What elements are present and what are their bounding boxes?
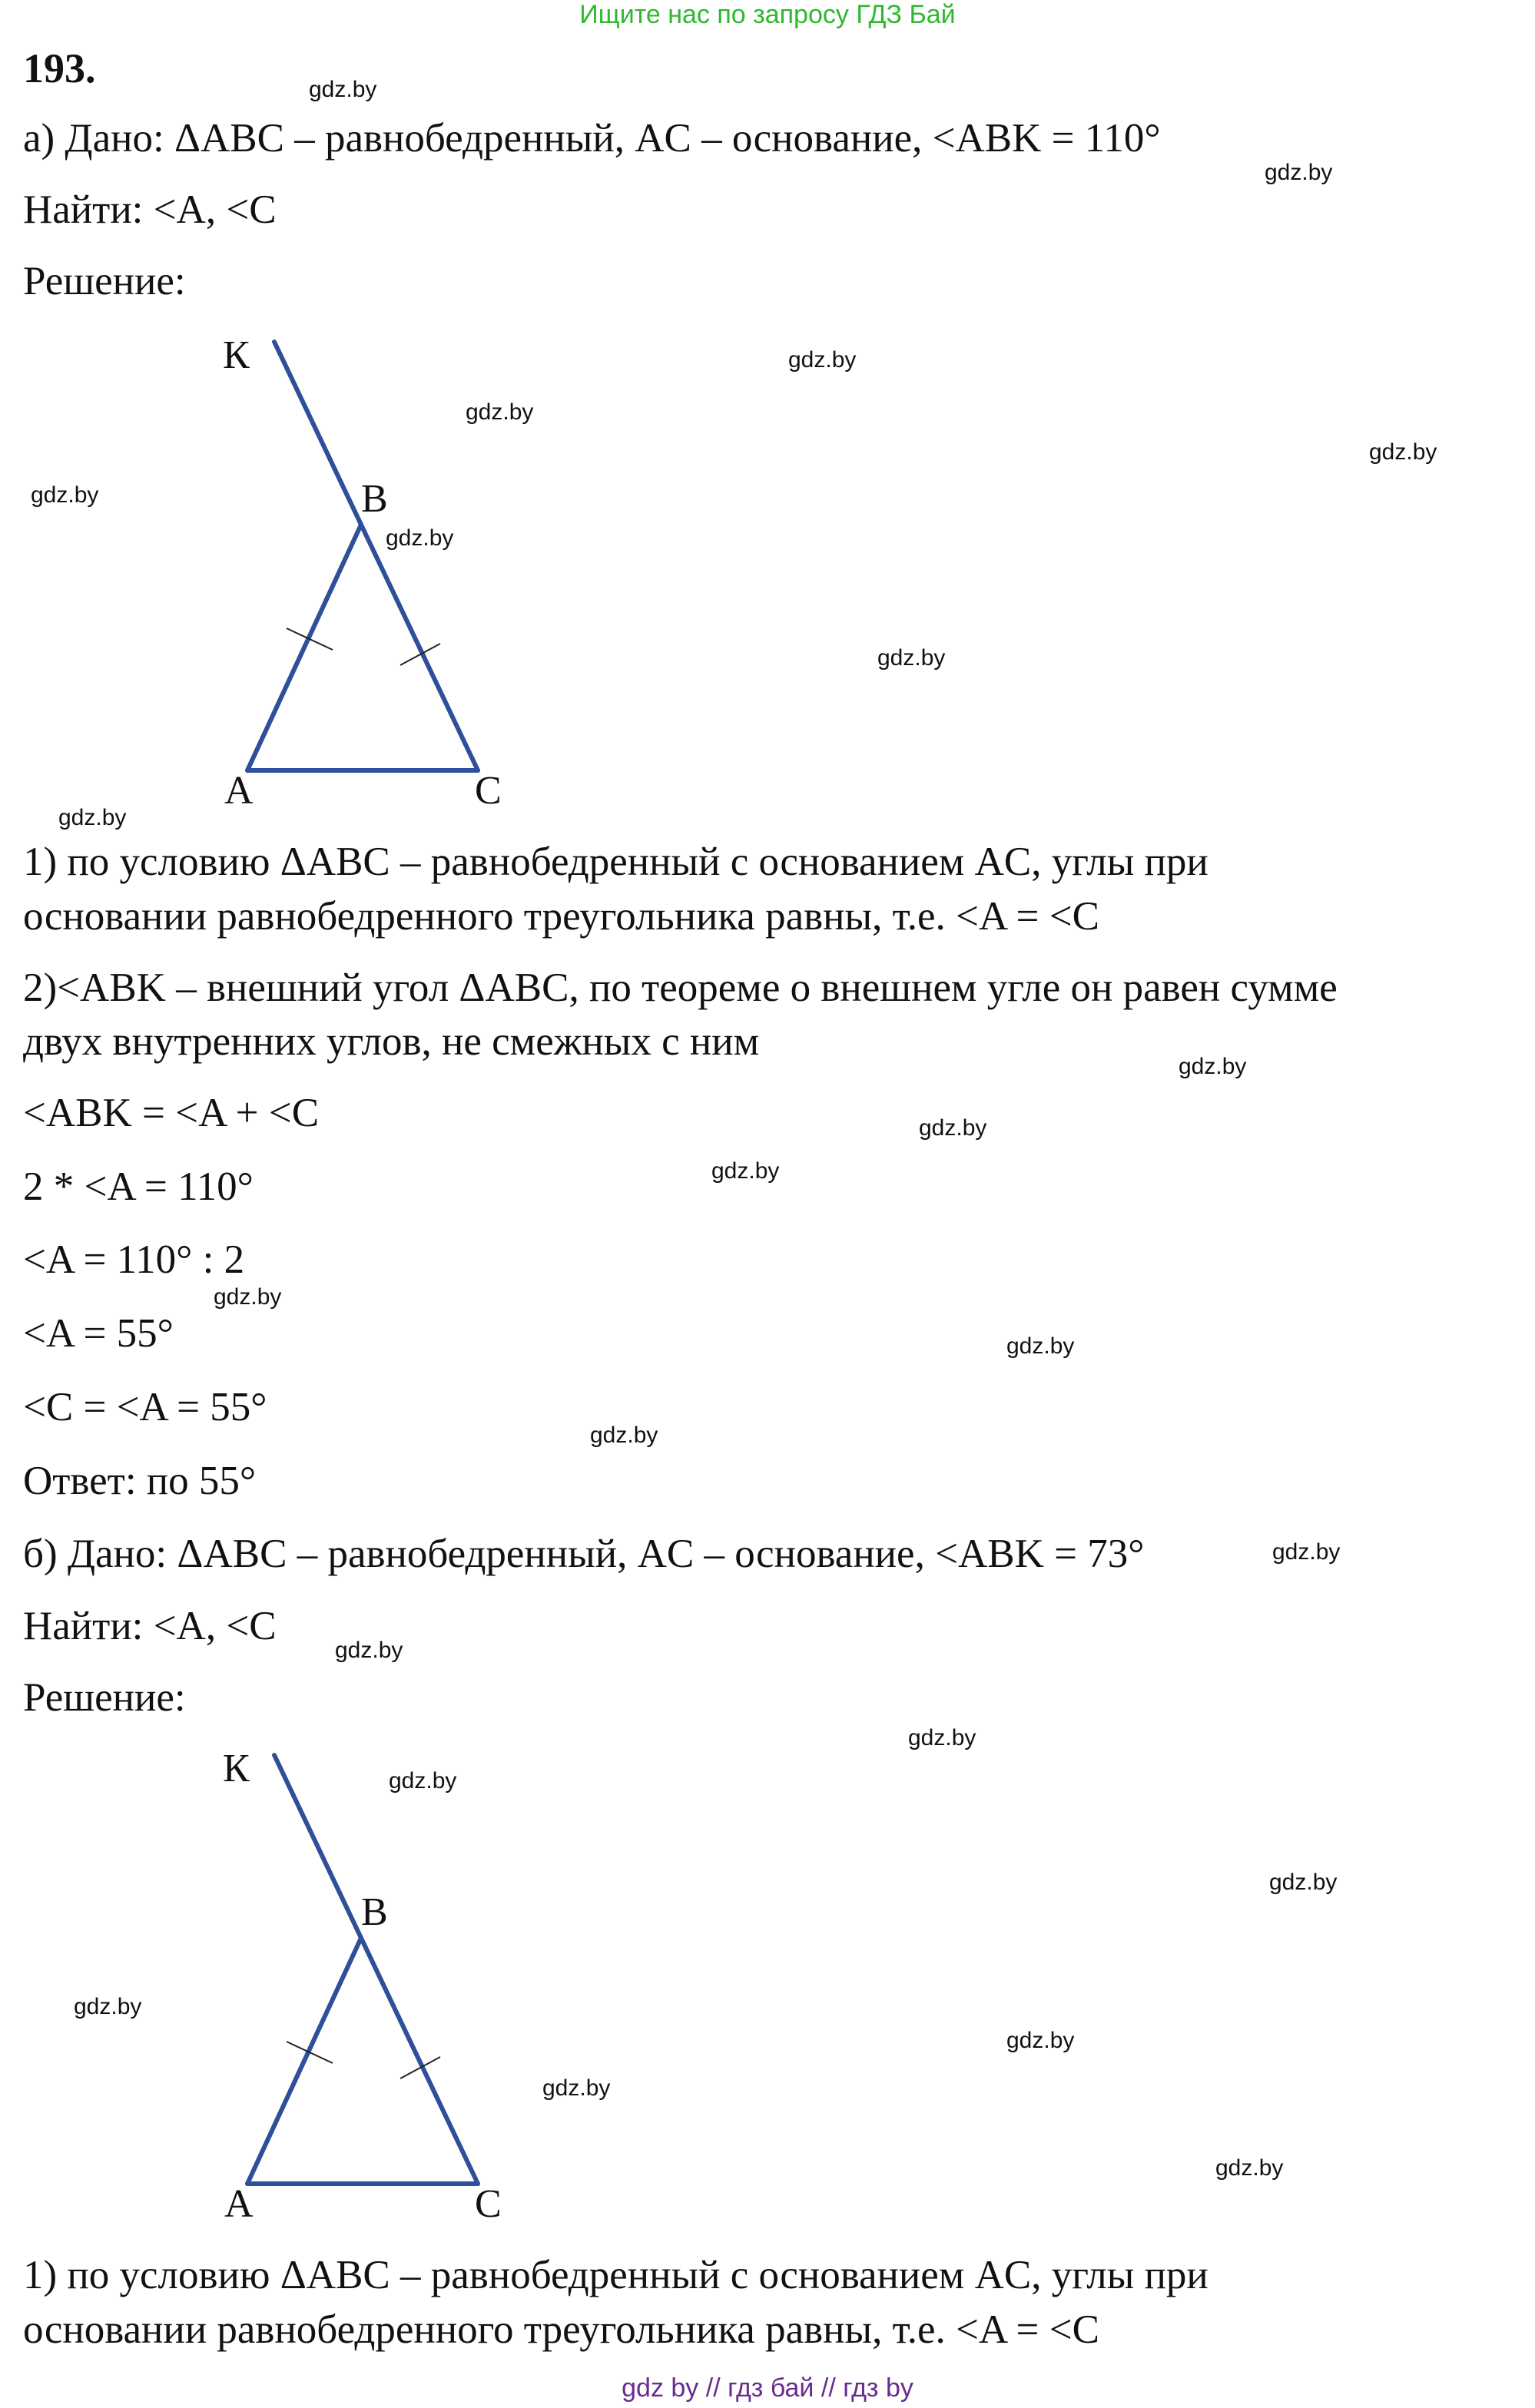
figure-a-label-b: В	[361, 477, 388, 521]
part-a-eq2: 2 * <A = 110°	[23, 1164, 254, 1209]
watermark: gdz.by	[466, 399, 534, 425]
figure-b-line-kb	[274, 1755, 361, 1938]
part-a-step2-line1: 2)<ABK – внешний угол ΔABC, по теореме о внешнем угле он равен сумме	[23, 966, 1338, 1010]
figure-a-tick-ab	[287, 628, 333, 650]
watermark: gdz.by	[1215, 2155, 1284, 2181]
watermark: gdz.by	[908, 1725, 976, 1751]
part-a-find: Найти: <A, <C	[23, 187, 277, 232]
figure-a-line-kb	[274, 342, 361, 525]
watermark: gdz.by	[309, 77, 377, 102]
watermark: gdz.by	[386, 525, 454, 551]
watermark: gdz.by	[74, 1994, 142, 2019]
part-b-step1-line1: 1) по условию ΔABC – равнобедренный с основанием AC, углы при	[23, 2253, 1208, 2297]
top-banner: Ищите нас по запросу ГДЗ Бай	[579, 0, 956, 29]
figure-a-side-bc	[361, 525, 478, 770]
part-a-step1-line2: основании равнобедренного треугольника равны, т.е. <A = <C	[23, 894, 1099, 939]
watermark: gdz.by	[1179, 1054, 1247, 1079]
watermark: gdz.by	[919, 1115, 987, 1141]
part-a-answer: Ответ: по 55°	[23, 1459, 257, 1503]
part-a-step2-line2: двух внутренних углов, не смежных с ним	[23, 1019, 760, 1064]
figure-a-label-k: К	[223, 333, 250, 377]
figure-b-side-bc	[361, 1938, 478, 2184]
part-b-step1-line2: основании равнобедренного треугольника равны, т.е. <A = <C	[23, 2307, 1099, 2352]
footer-links: gdz by // гдз бай // гдз by	[622, 2373, 913, 2403]
figure-b-tick-bc	[400, 2057, 440, 2078]
watermark: gdz.by	[1269, 1870, 1338, 1895]
watermark: gdz.by	[389, 1768, 457, 1794]
watermark: gdz.by	[1265, 160, 1333, 185]
figure-a-label-a: А	[224, 769, 254, 813]
watermark: gdz.by	[711, 1158, 780, 1184]
problem-number: 193.	[23, 45, 96, 91]
watermark: gdz.by	[1272, 1539, 1341, 1565]
part-b-find: Найти: <A, <C	[23, 1604, 277, 1648]
watermark: gdz.by	[1006, 1333, 1075, 1359]
watermark: gdz.by	[1369, 439, 1437, 465]
part-a-eq3: <A = 110° : 2	[23, 1237, 245, 1282]
figure-b-tick-ab	[287, 2042, 333, 2063]
part-a-eq5: <C = <A = 55°	[23, 1385, 267, 1429]
watermark: gdz.by	[58, 805, 127, 830]
part-a-step1-line1: 1) по условию ΔABC – равнобедренный с основанием AC, углы при	[23, 840, 1208, 884]
figure-b-label-k: К	[223, 1747, 250, 1790]
figure-b-label-b: В	[361, 1890, 388, 1934]
part-b-solution-label: Решение:	[23, 1675, 186, 1720]
part-a-eq4: <A = 55°	[23, 1311, 174, 1356]
figure-b-label-c: С	[475, 2182, 502, 2226]
watermark: gdz.by	[1006, 2028, 1075, 2053]
part-a-eq1: <ABK = <A + <C	[23, 1091, 320, 1135]
watermark: gdz.by	[542, 2075, 611, 2101]
figure-a-label-c: С	[475, 769, 502, 813]
part-a-given: а) Дано: ΔABC – равнобедренный, AC – основание, <ABK = 110°	[23, 116, 1161, 161]
watermark: gdz.by	[590, 1423, 658, 1448]
part-b-given: б) Дано: ΔABC – равнобедренный, AC – основание, <ABK = 73°	[23, 1532, 1145, 1576]
figure-a-tick-bc	[400, 644, 440, 665]
watermark: gdz.by	[788, 347, 857, 373]
part-a-solution-label: Решение:	[23, 259, 186, 303]
watermark: gdz.by	[877, 645, 946, 671]
figure-b-label-a: А	[224, 2182, 254, 2226]
watermark: gdz.by	[31, 482, 99, 508]
watermark: gdz.by	[214, 1284, 282, 1310]
figure-b-side-ab	[247, 1938, 361, 2184]
figure-a-side-ab	[247, 525, 361, 770]
watermark: gdz.by	[335, 1638, 403, 1663]
